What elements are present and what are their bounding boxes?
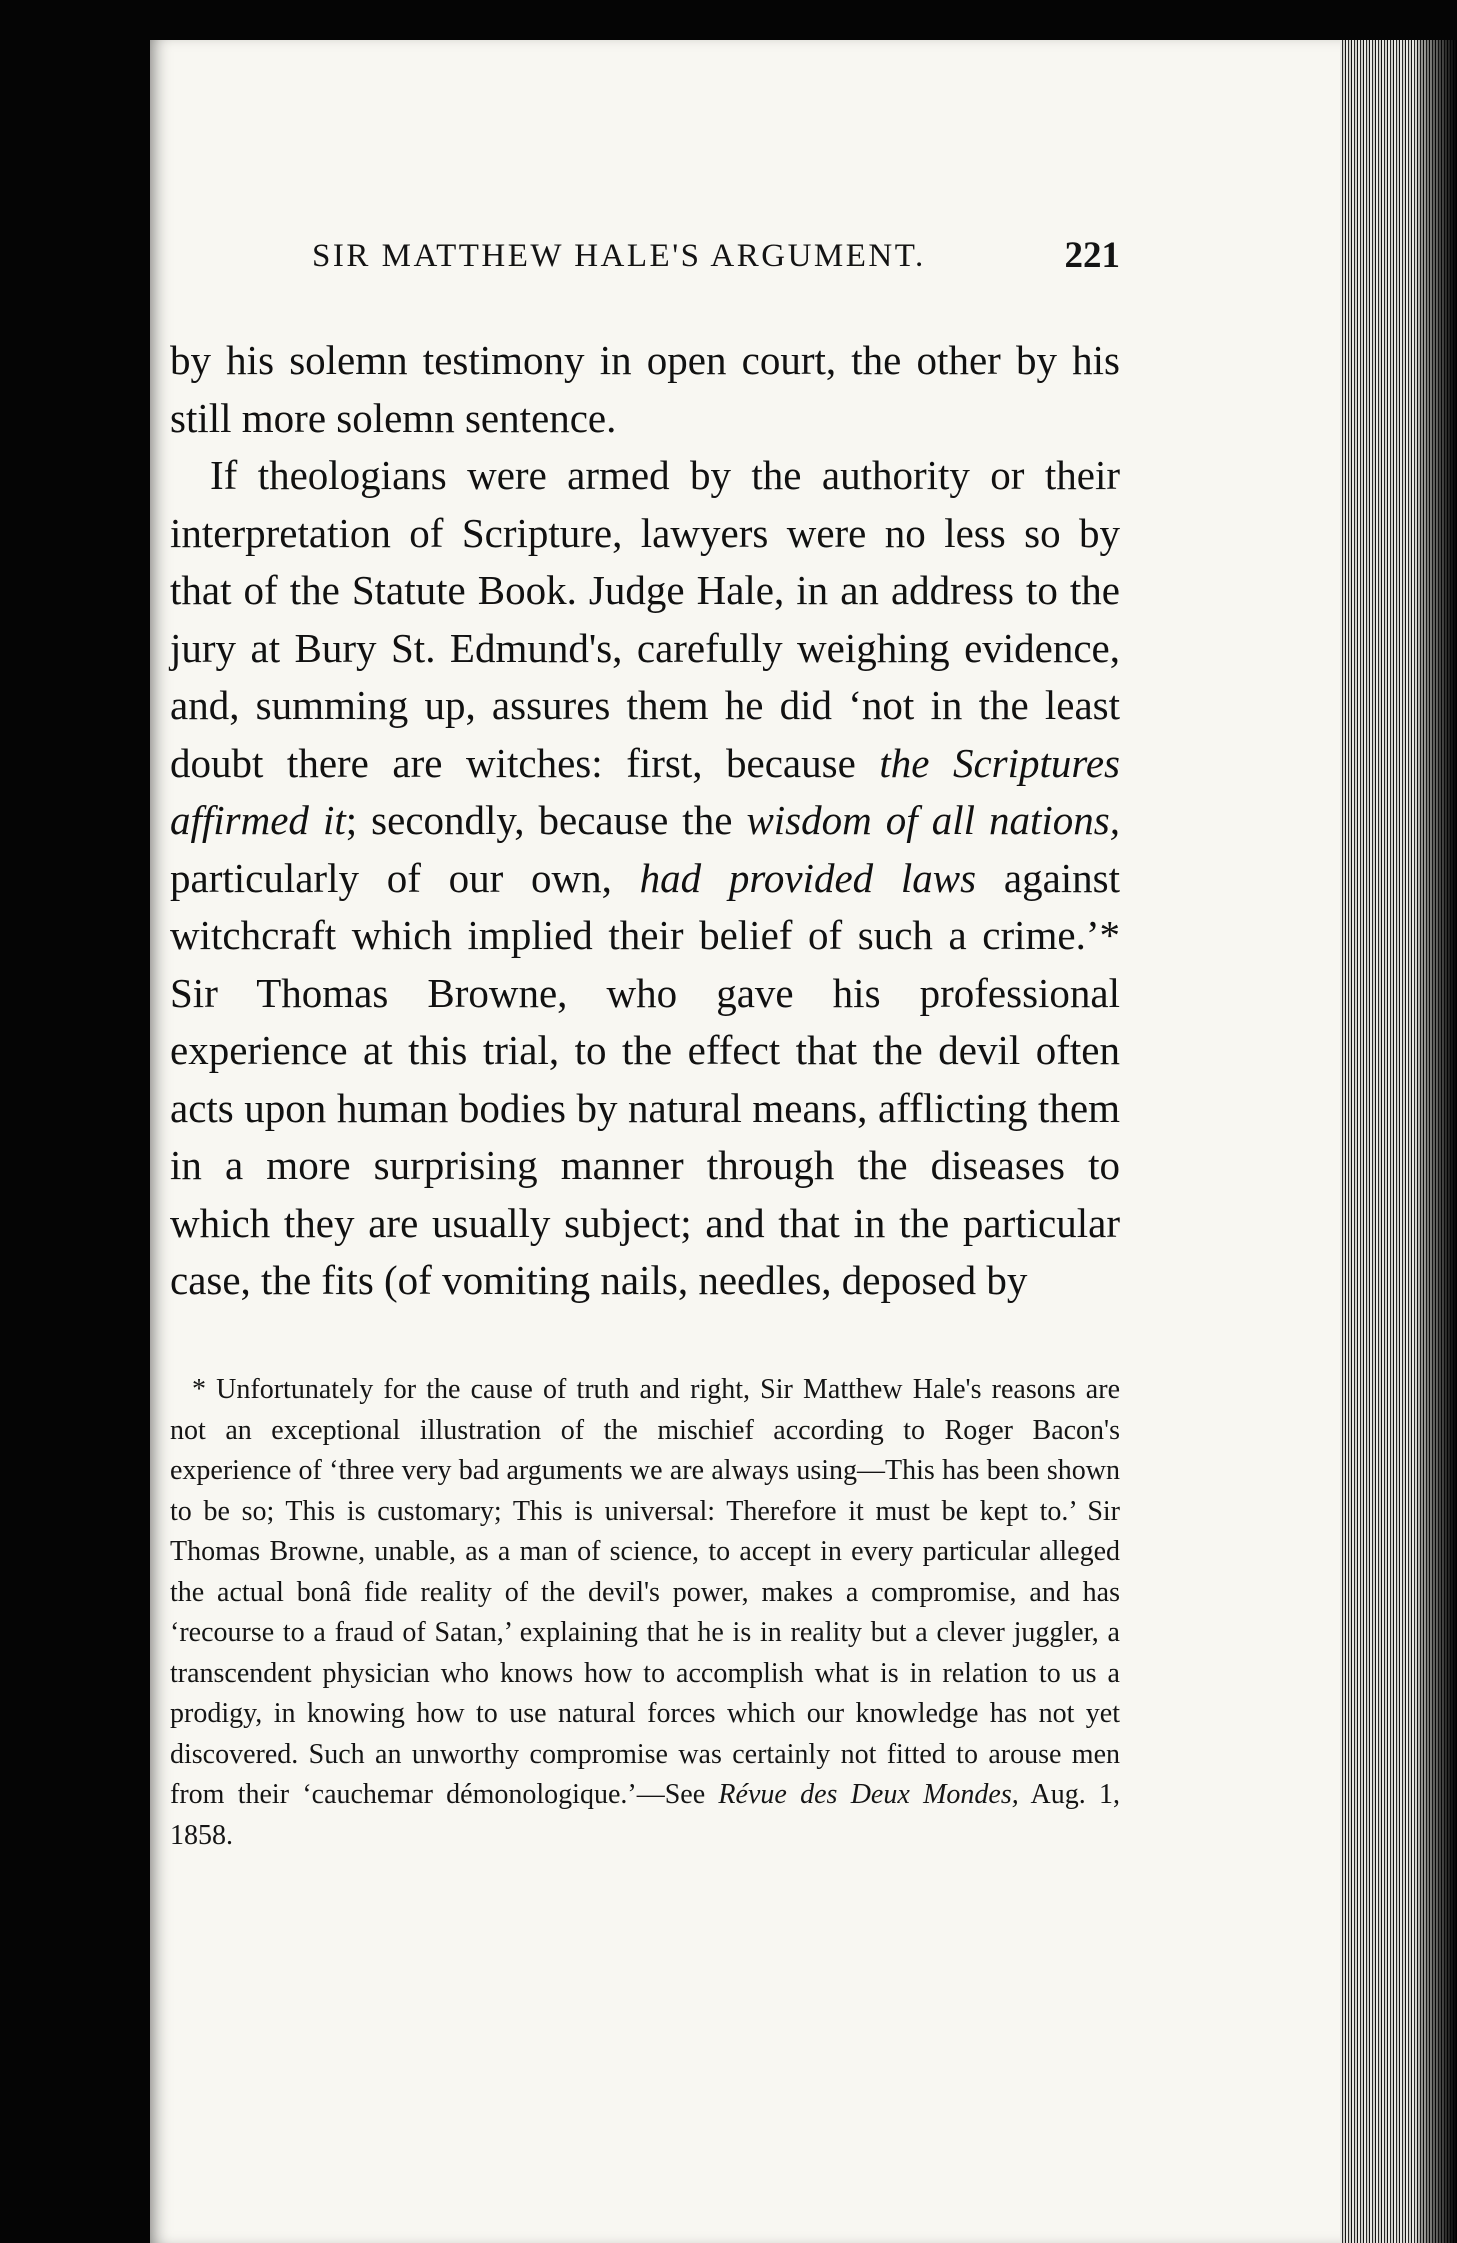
- italic-run: had provided laws: [639, 854, 977, 901]
- page-number: 221: [1064, 235, 1120, 276]
- footnote: [170, 1370, 1120, 1856]
- footnote-text: * Unfortunately for the cause of truth and right, Sir Matthew Hale's reasons are not an exceptional illustration of the mischief according to Roger Bacon's experience of ‘three very bad arguments we are always using—This has been shown to be so; This is customary; This is universal: Therefore it must be kept to.’ Sir Thomas Browne, unable, as a man of science, to accept in every particular alleged the actual bonâ fide reality of the devil's power, makes a compromise, and has ‘recourse to a fraud of Satan,’ explaining that he is in reality but a clever juggler, a transcendent physician who knows how to accomplish what is in relation to us a prodigy, in knowing how to use natural forces which our knowledge has not yet discovered. Such an unworthy compromise was certainly not fitted to arouse men from their ‘cauchemar démonologique.’—See: [170, 1374, 1120, 1810]
- paragraph-1: by his solemn testimony in open court, the other by his still more solemn sentence.: [170, 337, 1120, 441]
- text-run: ; secondly, because the: [345, 797, 747, 843]
- text-run: particularly of our own,: [170, 854, 640, 901]
- italic-run: wisdom of all nations,: [746, 797, 1120, 843]
- main-text: [170, 332, 1120, 1310]
- text-run: against witchcraft which implied their belief of such a crime.’* Sir Thomas Browne, who gave his professional experience at this trial, to the effect that the devil often acts upon human bodies by natural means, afflicting them in a more surprising manner through the diseases to which they are usually subject; and that in the particular case, the fits (of vomiting nails, needles, deposed by: [170, 854, 1120, 1303]
- italic-run: the Scriptures affirmed it: [170, 739, 1120, 843]
- page-edges: [1340, 40, 1457, 2243]
- text-run: If theologians were armed by the authority or their interpretation of Scripture, lawyers were no less so by that of the Statute Book. Judge Hale, in an address to the jury at Bury St. Edmund's, carefully weighing evidence, and, summing up, assures them he did ‘not in the least doubt there are witches: first, because: [170, 452, 1120, 786]
- paragraph-2: [170, 447, 1120, 1310]
- footnote-date: Aug. 1, 1858.: [170, 1779, 1120, 1851]
- running-title: SIR MATTHEW HALE'S ARGUMENT.: [312, 238, 926, 274]
- footnote-source: Révue des Deux Mondes,: [718, 1779, 1019, 1810]
